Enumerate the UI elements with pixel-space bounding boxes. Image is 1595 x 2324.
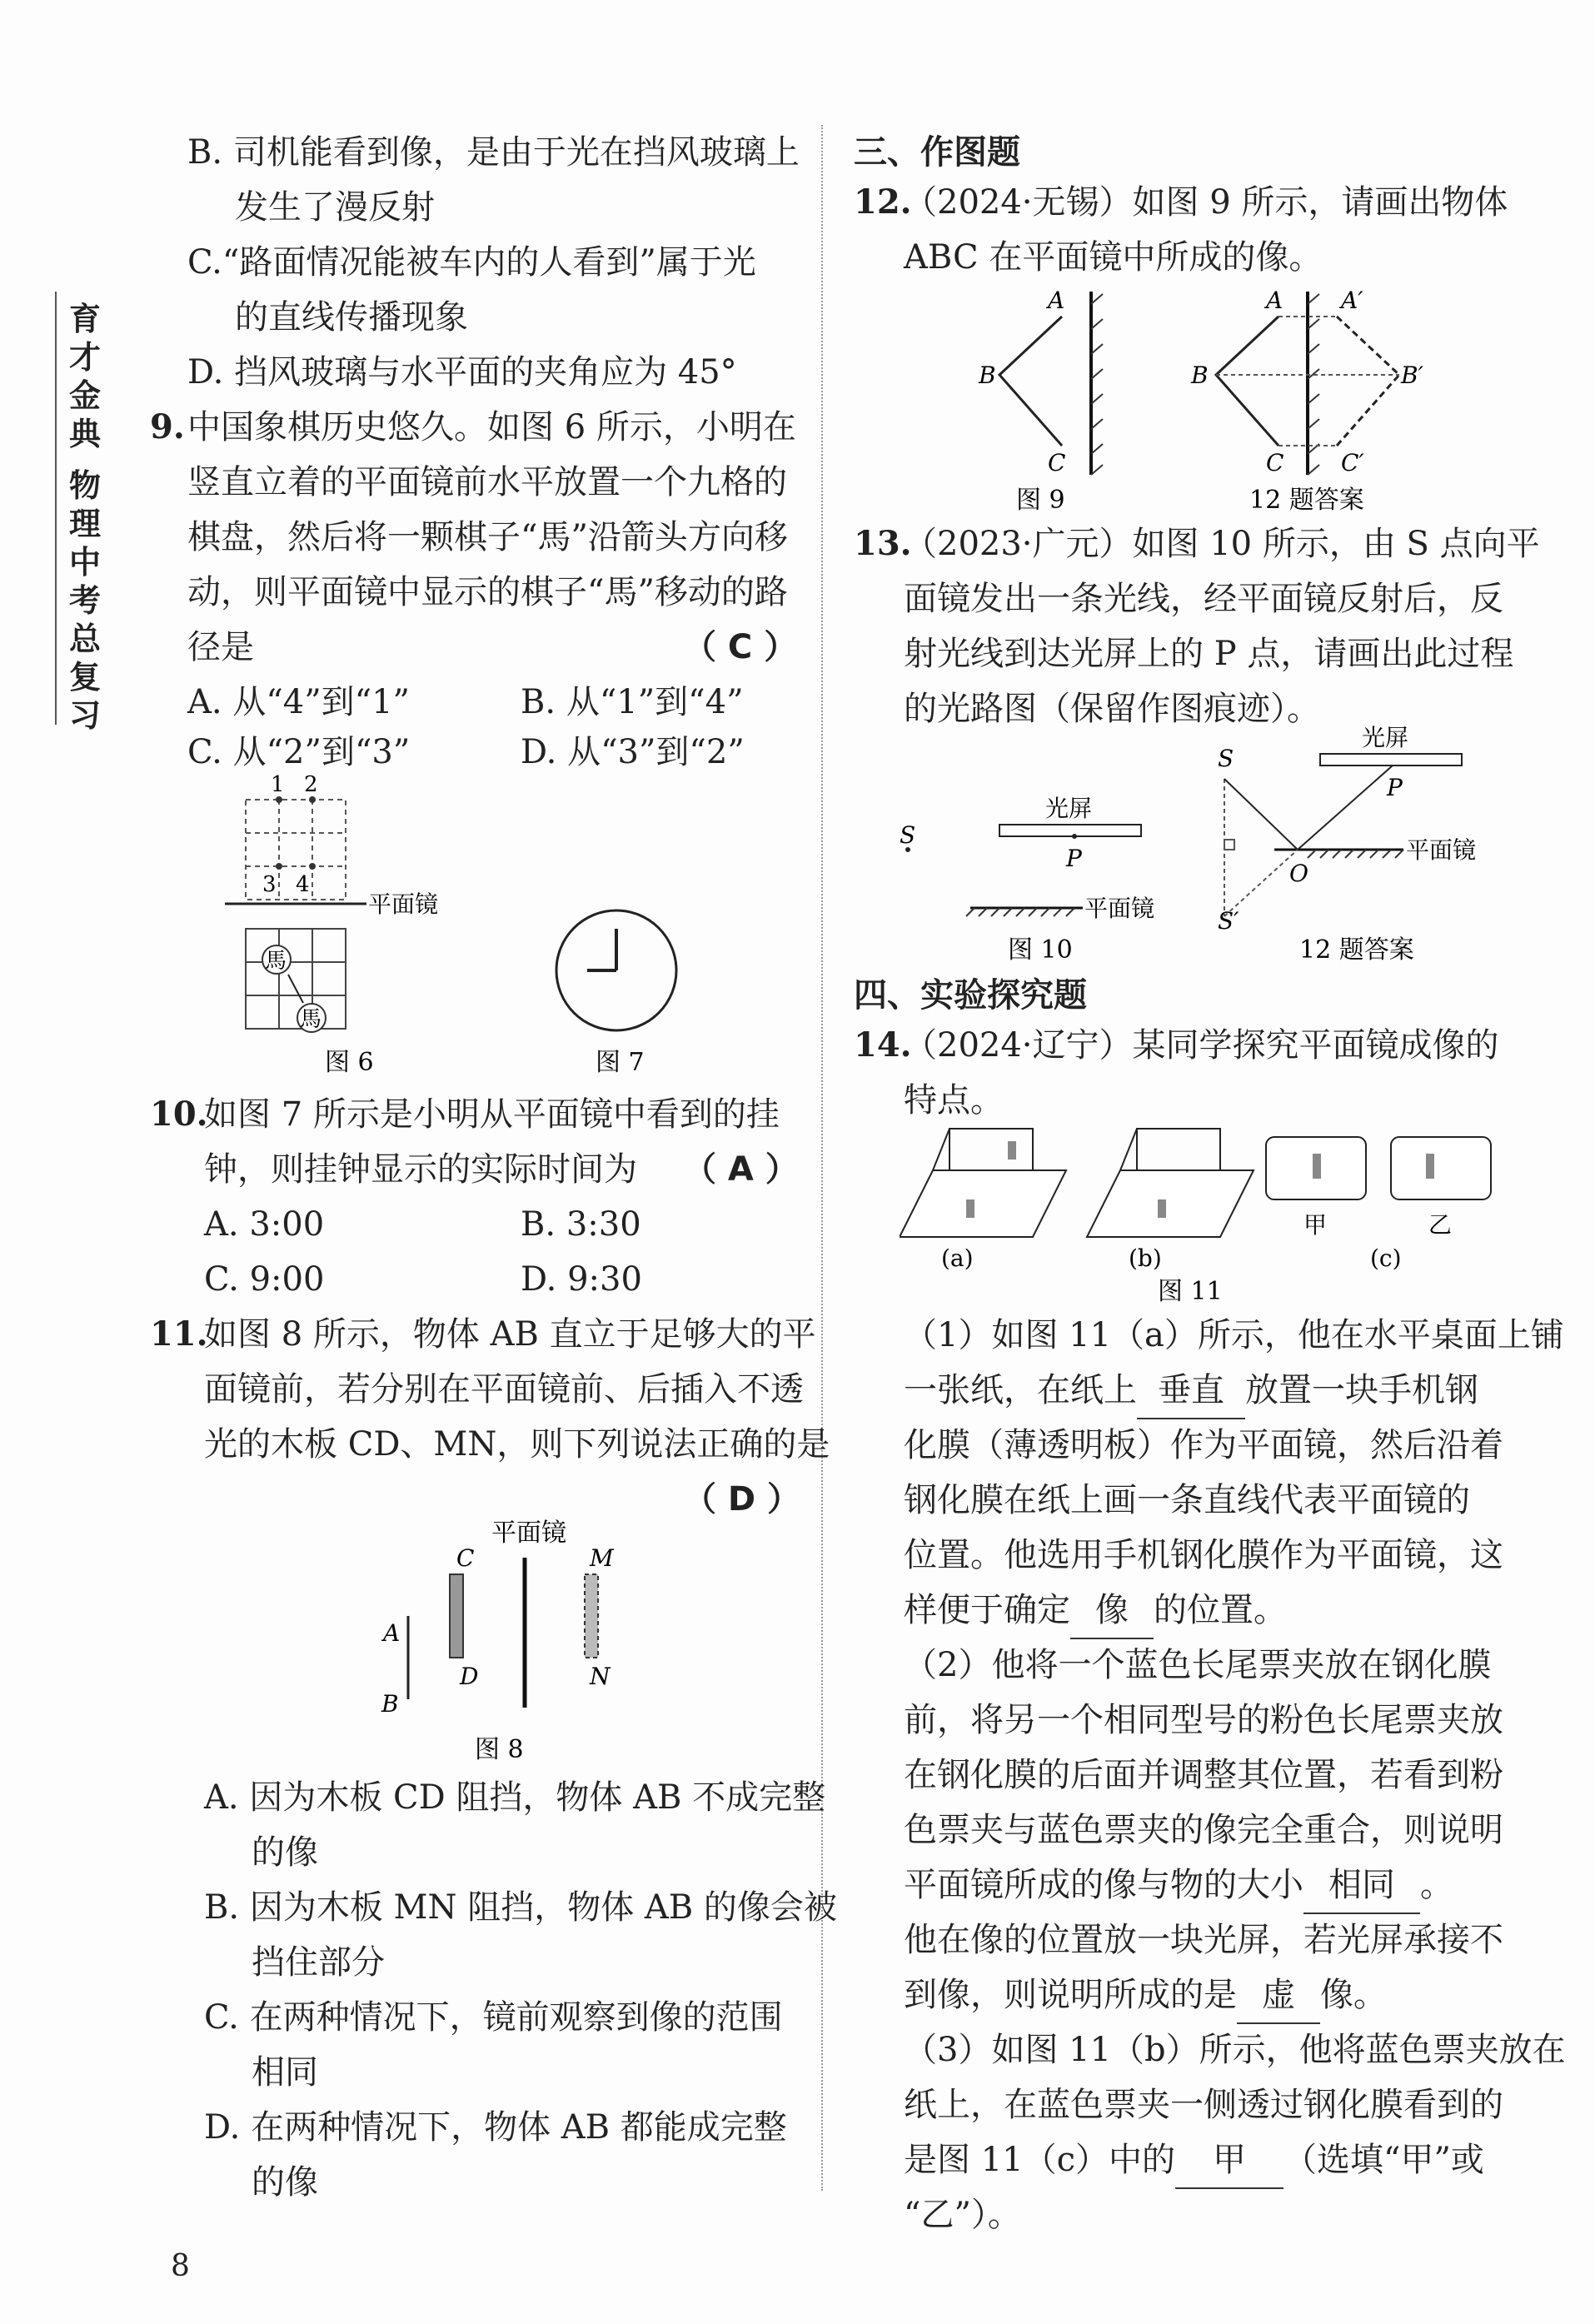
piece-label-start: 馬	[265, 949, 287, 974]
q8-option-b-line2: 发生了漫反射	[235, 188, 435, 227]
text-segment: （选填“甲”或	[1283, 2141, 1484, 2179]
q11-answer: （ D ）	[683, 1480, 801, 1519]
q13-text-3: 射光线到达光屏上的 P 点，请画出此过程	[904, 635, 1514, 673]
q14-part2-line4: 色票夹与蓝色票夹的像完全重合，则说明	[904, 1811, 1503, 1849]
q11-option-b-line2: 挡住部分	[252, 1943, 385, 1982]
incident-ray	[1224, 779, 1298, 850]
label-b: B	[979, 362, 996, 389]
q14-part1-line5: 位置。他选用手机钢化膜作为平面镜，这	[904, 1536, 1503, 1574]
fig11-a	[900, 1129, 1066, 1272]
q14-part2-line2: 前，将另一个相同型号的粉色长尾票夹放	[904, 1701, 1503, 1739]
mirror-label: 平面镜	[491, 1519, 566, 1548]
text-segment: 平面镜所成的像与物的大小	[904, 1866, 1303, 1904]
answer-blank-virtual: 虚	[1237, 1967, 1320, 2024]
q14-part2-line1: （2）他将一个蓝色长尾票夹放在钢化膜	[904, 1646, 1492, 1684]
reflected-ray	[1298, 766, 1393, 850]
label-4: 4	[296, 872, 310, 897]
answer-blank-vertical: 垂直	[1137, 1363, 1245, 1419]
q14-part2-line5	[904, 1858, 1453, 1914]
point-2	[309, 796, 316, 803]
label-s: S	[1218, 745, 1234, 772]
text-segment: 是图 11（c）中的	[904, 2141, 1176, 2179]
q11-option-a-line1: A. 因为木板 CD 阻挡，物体 AB 不成完整	[204, 1778, 826, 1817]
answer-12-caption: 12 题答案	[1249, 486, 1364, 515]
board-cd	[450, 1574, 463, 1658]
side-title-subject: 物理中考总复习	[68, 466, 101, 734]
label-m: M	[590, 1544, 614, 1572]
section-4-heading: 四、实验探究题	[854, 976, 1087, 1015]
q10-number: 10.	[150, 1095, 208, 1134]
label-a: A	[383, 1619, 401, 1647]
mirror-label: 平面镜	[1084, 895, 1155, 922]
label-a: A	[1048, 287, 1065, 314]
figure-7-caption: 图 7	[596, 1048, 645, 1075]
figure-7	[541, 900, 691, 1075]
mirror-label: 平面镜	[1406, 836, 1477, 864]
q13-text-2: 面镜发出一条光线，经平面镜反射后，反	[904, 580, 1503, 618]
screen-label: 光屏	[1362, 724, 1409, 751]
point-3	[276, 863, 282, 870]
q9-answer: （ C ）	[683, 628, 798, 666]
answer-blank-image: 像	[1070, 1583, 1154, 1639]
label-b: B	[381, 1690, 399, 1718]
q11-number: 11.	[150, 1314, 208, 1354]
label-s-prime: S′	[1218, 907, 1239, 935]
q11-text-1: 如图 8 所示，物体 AB 直立于足够大的平	[204, 1315, 816, 1354]
q9-text-3: 棋盘，然后将一颗棋子“馬”沿箭头方向移	[187, 518, 788, 556]
virtual-ray	[1224, 850, 1298, 916]
q14-number: 14.	[854, 1025, 912, 1065]
label-p: P	[1387, 774, 1403, 801]
image-abc	[1337, 317, 1399, 446]
label-3: 3	[262, 872, 277, 897]
q11-option-d-line2: 的像	[252, 2163, 318, 2202]
q8-option-c-line2: 的直线传播现象	[235, 298, 468, 337]
text-segment: 。	[1420, 1866, 1453, 1904]
q11-option-c-line2: 相同	[252, 2053, 318, 2092]
q9-text-4: 动，则平面镜中显示的棋子“馬”移动的路	[187, 573, 788, 611]
figure-11	[900, 1120, 1499, 1312]
label-a-prime: A′	[1341, 287, 1363, 314]
piece-label-end: 馬	[300, 1007, 322, 1032]
q11-option-d-line1: D. 在两种情况下，物体 AB 都能成完整	[204, 2108, 787, 2147]
q8-option-d: D. 挡风玻璃与水平面的夹角应为 45°	[187, 353, 737, 391]
q14-part1-line6	[904, 1583, 1287, 1639]
q14-part3-line3	[904, 2132, 1484, 2189]
object-abc	[999, 317, 1062, 446]
q14-text-2: 特点。	[904, 1081, 1004, 1120]
text-segment: 样便于确定	[904, 1591, 1070, 1629]
q10-text-1: 如图 7 所示是小明从平面镜中看到的挂	[204, 1095, 780, 1134]
label-p: P	[1066, 845, 1082, 872]
text-segment: 像。	[1320, 1976, 1387, 2014]
figure-9	[966, 279, 1133, 529]
q10-answer: （ A ）	[683, 1150, 799, 1189]
q13-number: 13.	[854, 524, 912, 563]
label-a: A	[1266, 287, 1283, 314]
q10-option-c: C. 9:00	[204, 1260, 325, 1299]
q8-option-c-line1: C.“路面情况能被车内的人看到”属于光	[187, 243, 756, 282]
q14-part2-line6: 他在像的位置放一块光屏，若光屏承接不	[904, 1921, 1503, 1959]
figure-9-caption: 图 9	[1016, 486, 1065, 515]
fig11-b	[1087, 1129, 1254, 1272]
point-p	[1072, 834, 1077, 839]
q9-number: 9.	[150, 407, 185, 446]
move-arrow	[288, 975, 303, 1003]
q14-part1-line4: 钢化膜在纸上画一条直线代表平面镜的	[904, 1481, 1470, 1519]
figure-11-caption: 图 11	[1158, 1277, 1223, 1306]
side-rule	[55, 292, 57, 725]
point-4	[309, 863, 316, 870]
figure-8-caption: 图 8	[475, 1735, 524, 1764]
light-screen	[999, 825, 1141, 836]
figure-6	[225, 775, 500, 1075]
figure-8	[366, 1516, 633, 1766]
label-c: C	[456, 1544, 475, 1572]
fig11-c	[1266, 1137, 1491, 1272]
q9-text-2: 竖直立着的平面镜前水平放置一个九格的	[187, 463, 787, 501]
label-n: N	[590, 1663, 611, 1690]
figure-10	[891, 783, 1183, 966]
text-segment: 到像，则说明所成的是	[904, 1976, 1237, 2014]
q12-number: 12.	[854, 182, 912, 222]
label-c-prime: C′	[1341, 449, 1364, 476]
q9-option-a: A. 从“4”到“1”	[187, 683, 411, 721]
label-1: 1	[271, 775, 285, 797]
q10-option-b: B. 3:30	[521, 1205, 641, 1244]
point-1	[276, 796, 282, 803]
label-b: B	[1191, 362, 1209, 389]
page-number: 8	[171, 2249, 190, 2283]
q9-option-d: D. 从“3”到“2”	[521, 733, 745, 771]
q12-text-2: ABC 在平面镜中所成的像。	[904, 238, 1323, 277]
label-a: (a)	[941, 1244, 974, 1272]
q14-text-1: （2024·辽宁）某同学探究平面镜成像的	[904, 1026, 1499, 1065]
q14-part1-line2	[904, 1363, 1478, 1419]
label-jia: 甲	[1303, 1211, 1328, 1239]
answer-13-caption: 12 题答案	[1299, 935, 1414, 965]
q14-part2-line3: 在钢化膜的后面并调整其位置，若看到粉	[904, 1756, 1503, 1794]
q11-option-a-line2: 的像	[252, 1833, 318, 1872]
answer-12-figure	[1183, 279, 1458, 529]
q11-option-b-line1: B. 因为木板 MN 阻挡，物体 AB 的像会被	[204, 1888, 837, 1927]
q14-part2-line7	[904, 1967, 1387, 2024]
q14-part1-line1: （1）如图 11（a）所示，他在水平桌面上铺	[904, 1316, 1564, 1354]
label-d: D	[460, 1663, 479, 1690]
figure-10-caption: 图 10	[1008, 935, 1073, 965]
q13-text-4: 的光路图（保留作图痕迹）。	[904, 690, 1320, 728]
q10-option-d: D. 9:30	[521, 1260, 642, 1299]
text-segment: 一张纸，在纸上	[904, 1371, 1137, 1409]
answer-blank-same: 相同	[1303, 1858, 1420, 1914]
answer-blank-choice: 甲	[1175, 2132, 1283, 2189]
object-abc	[1216, 317, 1278, 446]
label-c: C	[1266, 449, 1284, 476]
side-title-book: 育才金典	[68, 300, 101, 452]
q9-text-1: 中国象棋历史悠久。如图 6 所示，小明在	[187, 408, 796, 446]
q10-text-2: 钟，则挂钟显示的实际时间为	[204, 1150, 637, 1189]
answer-13-figure	[1199, 716, 1516, 966]
label-o: O	[1289, 860, 1308, 887]
light-screen	[1320, 754, 1462, 766]
label-b: (b)	[1129, 1244, 1162, 1272]
q11-option-c-line1: C. 在两种情况下，镜前观察到像的范围	[204, 1998, 783, 2037]
label-c: (c)	[1370, 1244, 1402, 1272]
q14-part3-line1: （3）如图 11（b）所示，他将蓝色票夹放在	[904, 2031, 1566, 2069]
section-3-heading: 三、作图题	[854, 133, 1020, 172]
text-segment: 放置一块手机钢	[1245, 1371, 1478, 1409]
label-s: S	[900, 821, 916, 849]
q9-option-b: B. 从“1”到“4”	[521, 683, 744, 721]
label-c: C	[1048, 449, 1066, 476]
q10-option-a: A. 3:00	[204, 1205, 325, 1244]
q11-text-2: 面镜前，若分别在平面镜前、后插入不透	[204, 1370, 804, 1409]
text-segment: 的位置。	[1154, 1591, 1287, 1629]
q12-text-1: （2024·无锡）如图 9 所示，请画出物体	[904, 183, 1508, 222]
q9-option-c: C. 从“2”到“3”	[187, 733, 411, 771]
q13-text-1: （2023·广元）如图 10 所示，由 S 点向平	[904, 525, 1540, 563]
mirror-label: 平面镜	[368, 890, 439, 918]
q14-part1-line3: 化膜（薄透明板）作为平面镜，然后沿着	[904, 1426, 1503, 1464]
label-b-prime: B′	[1401, 362, 1423, 389]
figure-6-caption: 图 6	[325, 1048, 374, 1075]
label-2: 2	[304, 775, 318, 797]
right-angle-mark	[1224, 840, 1234, 850]
label-yi: 乙	[1428, 1211, 1453, 1239]
screen-label: 光屏	[1045, 795, 1093, 822]
board-mn	[585, 1574, 598, 1658]
q14-part3-line2: 纸上，在蓝色票夹一侧透过钢化膜看到的	[904, 2086, 1503, 2124]
q9-text-5: 径是	[187, 628, 254, 666]
q14-part3-line4: “乙”）。	[904, 2196, 1021, 2234]
q11-text-3: 光的木板 CD、MN，则下列说法正确的是	[204, 1425, 830, 1464]
q8-option-b-line1: B. 司机能看到像，是由于光在挡风玻璃上	[187, 133, 800, 172]
